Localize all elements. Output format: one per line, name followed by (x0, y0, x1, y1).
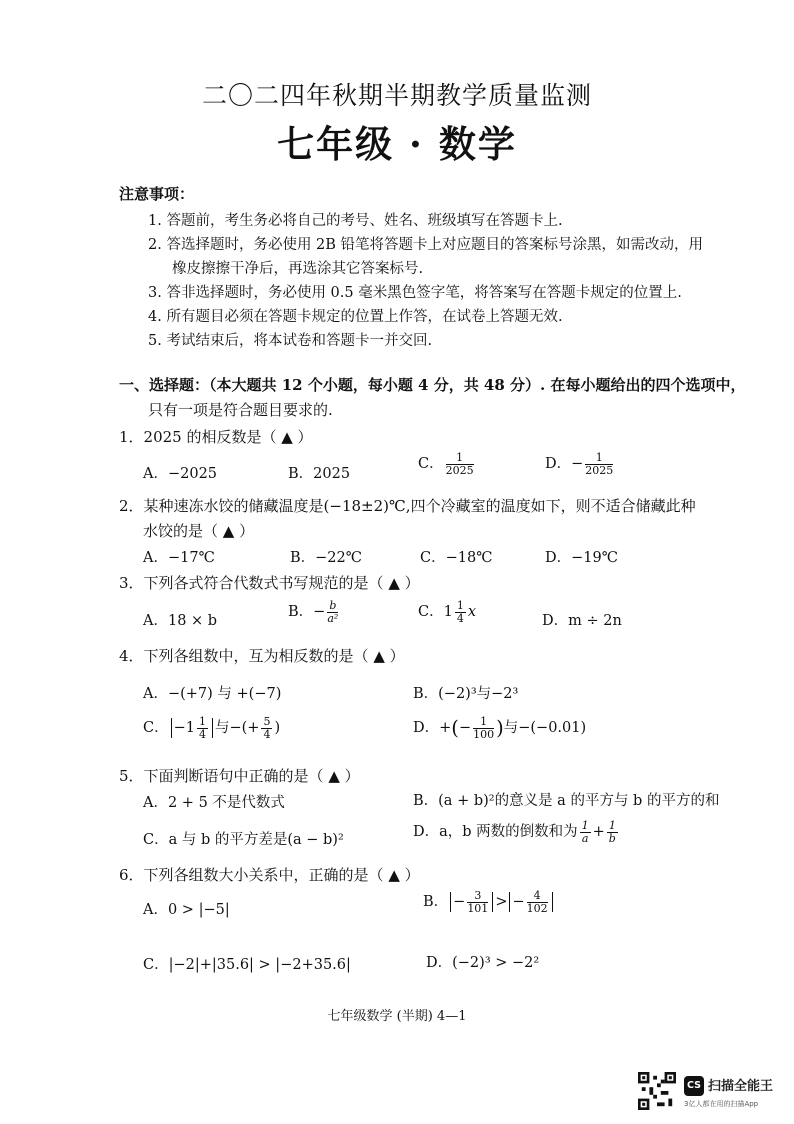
notice-item: 橡皮擦擦干净后，再选涂其它答案标号. (172, 261, 424, 277)
notice-item: 5. 考试结束后，将本试卷和答题卡一并交回. (148, 333, 433, 349)
notice-item: 2. 答选择题时，务必使用 2B 铅笔将答题卡上对应题目的答案标号涂黑，如需改动，用 (148, 237, 704, 253)
q2-option-a: A．−17℃ (143, 550, 215, 566)
question-1-stem: 1．2025 的相反数是（ ▲ ） (119, 428, 313, 446)
q5-option-b: B．(a + b)²的意义是 a 的平方与 b 的平方的和 (413, 793, 720, 809)
scanner-app-name: 扫描全能王 (708, 1079, 774, 1094)
question-5-stem: 5．下面判断语句中正确的是（ ▲ ） (119, 767, 360, 785)
qr-code-icon (638, 1072, 676, 1110)
q1-option-c: C． $\frac{1}{2025}$ (418, 451, 474, 477)
q3-option-a: A．18 × b (143, 613, 218, 629)
section-heading: 一、选择题：（本大题共 12 个小题，每小题 4 分，共 48 分）. 在每小题给出的四个选项中， (119, 376, 746, 394)
subject-title: 七年级 · 数学 (277, 122, 517, 166)
q5-option-c: C．a 与 b 的平方差是(a − b)² (143, 832, 344, 848)
question-2-stem: 2．某种速冻水饺的储藏温度是(−18±2)℃,四个冷藏室的温度如下，则不适合储藏此种 (119, 497, 696, 515)
q3-option-c: C．1 $\frac{1}{4}$ x (418, 599, 477, 625)
notice-heading: 注意事项： (119, 185, 195, 203)
q6-option-d: D．(−2)³ > −2² (426, 955, 540, 971)
q1-option-a: A．−2025 (143, 466, 218, 482)
q5-option-d: D．a，b 两数的倒数和为 $\frac{1}{a}$ + $\frac{1}{b}$ (413, 819, 616, 845)
q4-option-c: C． −1 $\frac{1}{4}$ 与−(+ $\frac{5}{4}$ ) (143, 715, 281, 741)
notice-item: 4. 所有题目必须在答题卡规定的位置上作答，在试卷上答题无效. (148, 309, 563, 325)
notice-item: 3. 答非选择题时，务必使用 0.5 毫米黑色签字笔，将答案写在答题卡规定的位置上. (148, 285, 682, 301)
question-3-stem: 3．下列各式符合代数式书写规范的是（ ▲ ） (119, 574, 420, 592)
scanner-tagline: 3亿人都在用的扫描App (684, 1100, 759, 1108)
q2-option-d: D．−19℃ (545, 550, 618, 566)
q4-option-a: A．−(+7) 与 +(−7) (143, 686, 282, 702)
q2-option-c: C．−18℃ (420, 550, 493, 566)
q1-option-d: D．− $\frac{1}{2025}$ (545, 451, 614, 477)
section-heading-cont: 只有一项是符合题目要求的. (148, 401, 333, 419)
q1-option-b: B．2025 (288, 466, 351, 482)
q3-option-d: D．m ÷ 2n (542, 613, 622, 629)
q6-option-c: C．|−2|+|35.6| > |−2+35.6| (143, 957, 351, 973)
q4-option-d: D．+(− $\frac{1}{100}$ )与−(−0.01) (413, 715, 587, 741)
question-4-stem: 4．下列各组数中，互为相反数的是（ ▲ ） (119, 647, 405, 665)
q6-option-a: A．0 > |−5| (143, 902, 230, 918)
page-footer: 七年级数学 (半期) 4—1 (327, 1009, 467, 1024)
q6-option-b: B． − $\frac{3}{101}$ > − $\frac{4}{102}$ (423, 890, 555, 914)
q2-option-b: B．−22℃ (290, 550, 362, 566)
question-6-stem: 6．下列各组数大小关系中，正确的是（ ▲ ） (119, 866, 420, 884)
scanner-logo: CS (684, 1076, 704, 1096)
q4-option-b: B．(−2)³与−2³ (413, 686, 519, 702)
notice-item: 1. 答题前，考生务必将自己的考号、姓名、班级填写在答题卡上. (148, 213, 563, 229)
question-2-stem-cont: 水饺的是（ ▲ ） (143, 522, 255, 540)
exam-title: 二〇二四年秋期半期教学质量监测 (201, 81, 592, 110)
q5-option-a: A．2 + 5 不是代数式 (143, 795, 285, 811)
q3-option-b: B．− $\frac{b}{\text{a²}}$ (288, 599, 339, 625)
